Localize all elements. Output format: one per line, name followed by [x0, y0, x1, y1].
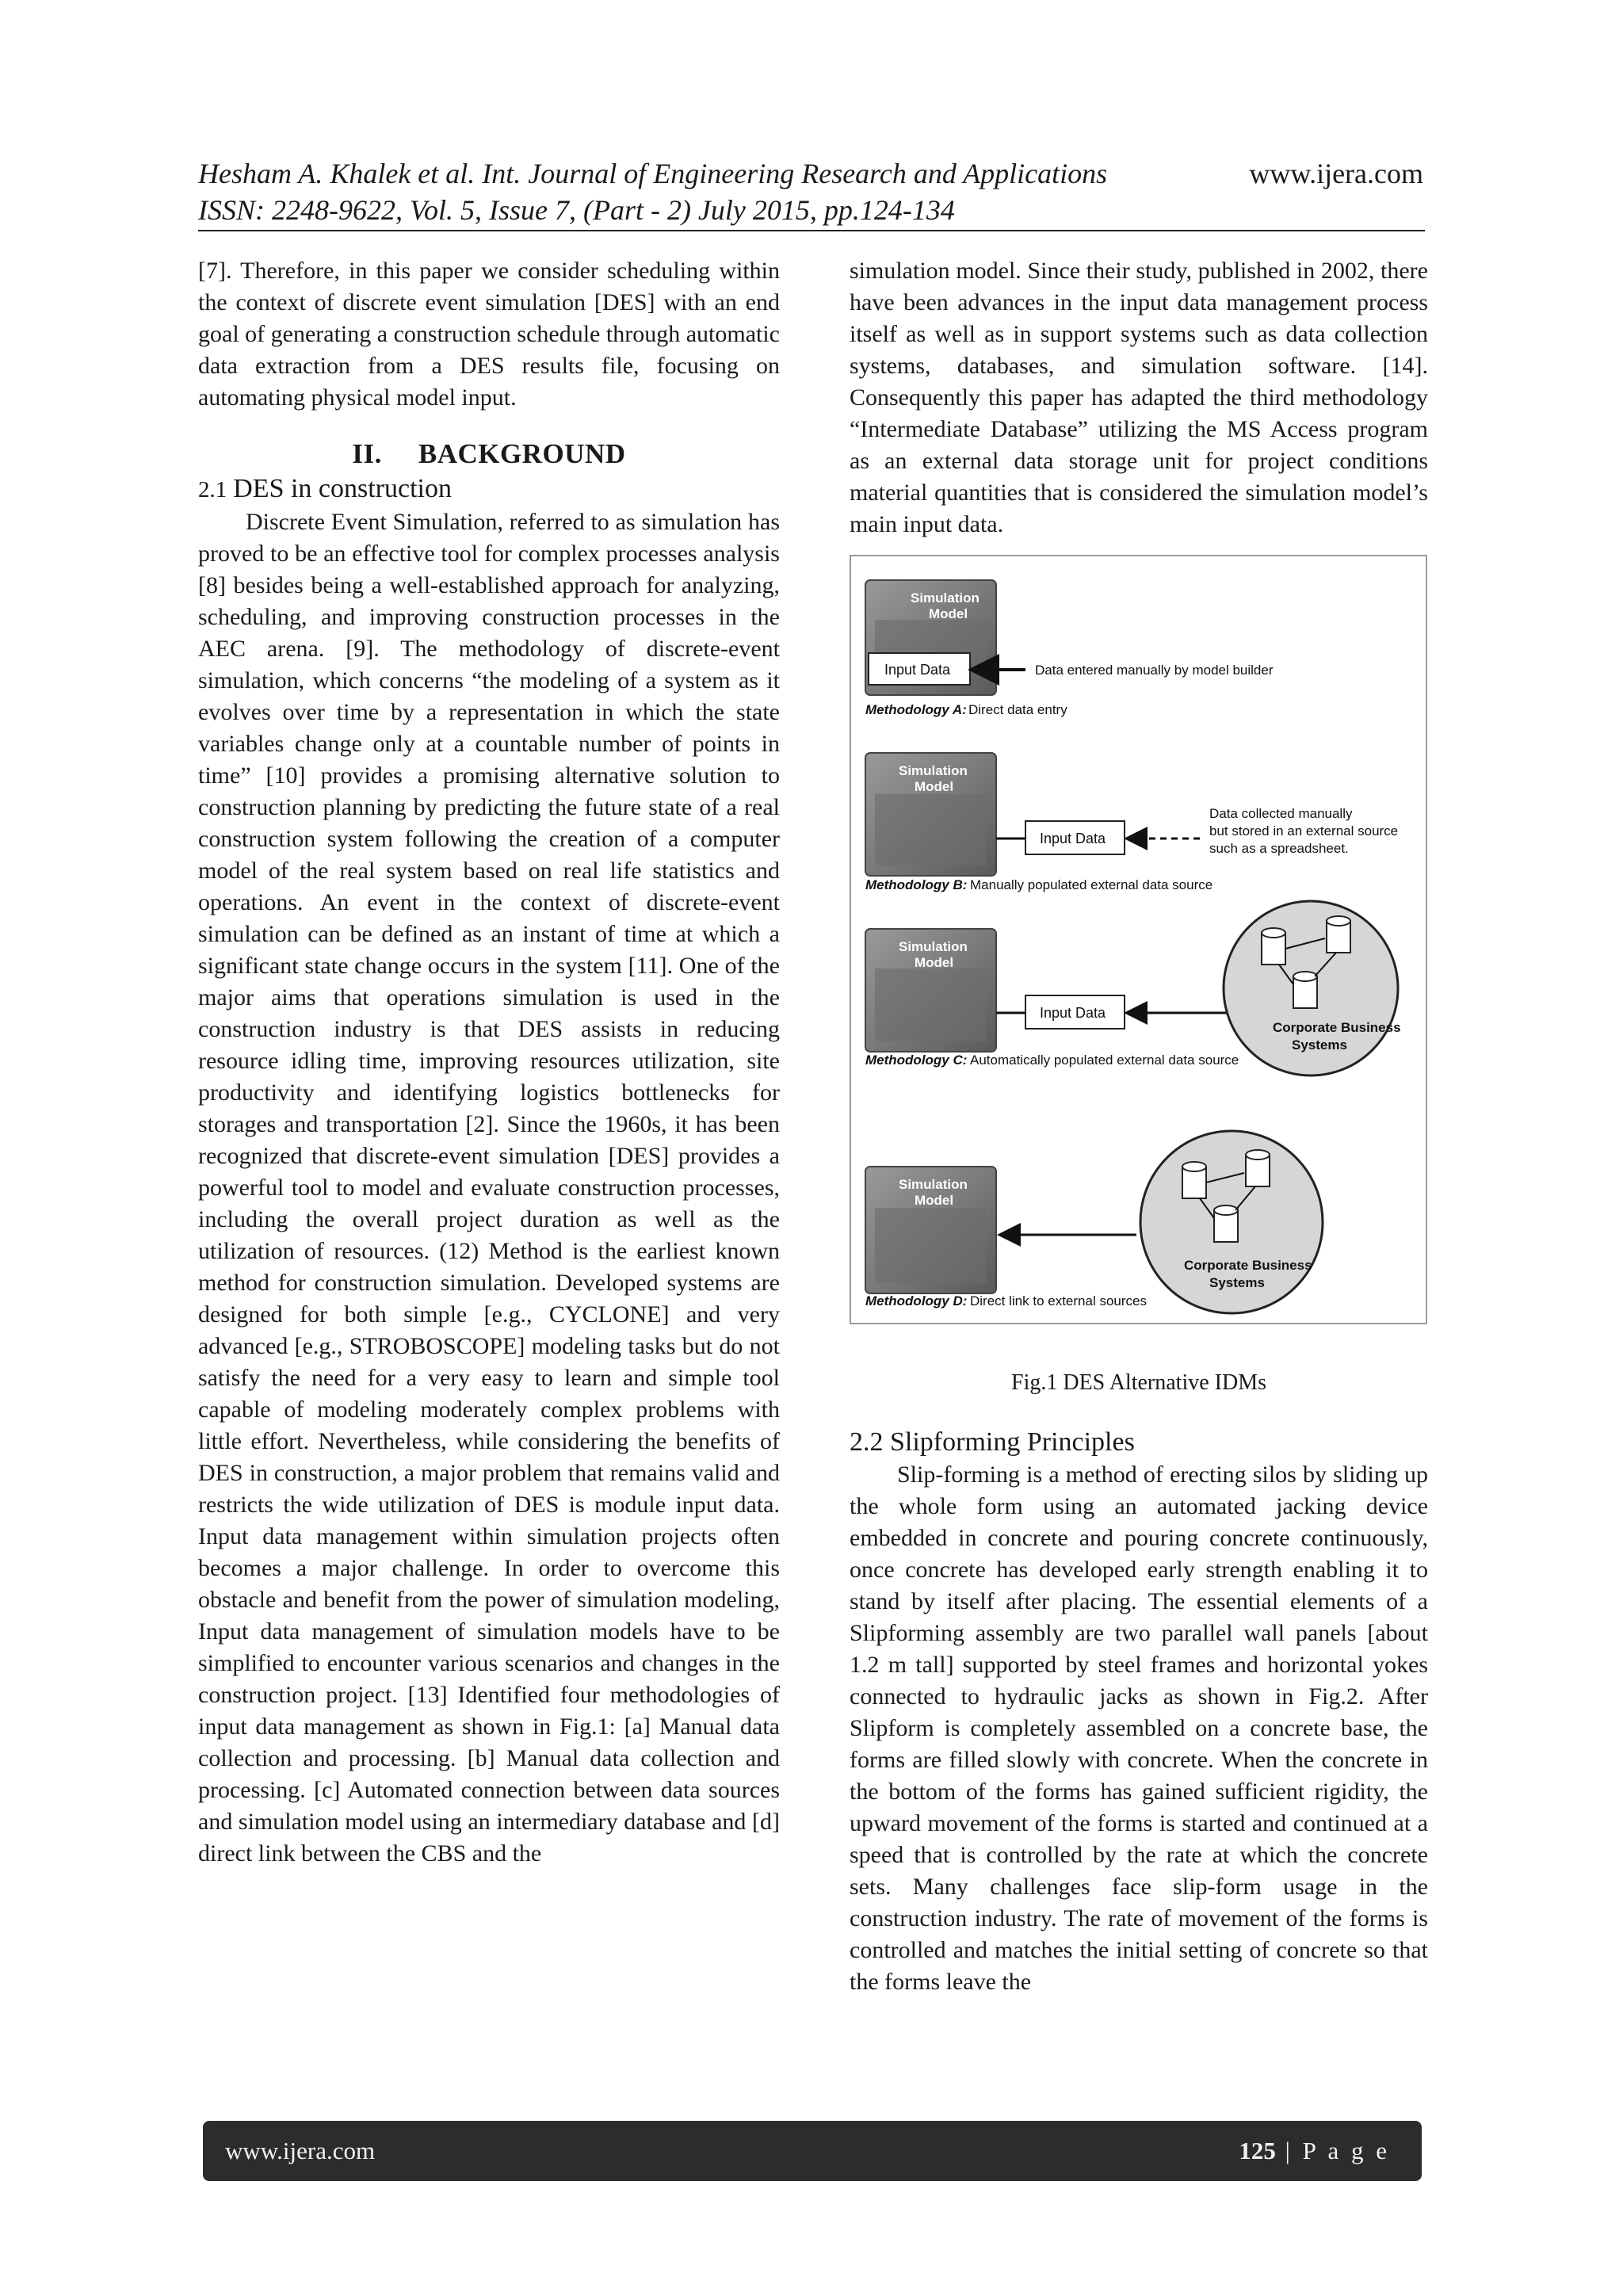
sim-label-1: Simulation	[899, 763, 968, 778]
subsection-number: 2.1	[198, 477, 227, 502]
database-cylinder-icon	[1293, 972, 1317, 1008]
methodology-d-desc: Direct link to external sources	[970, 1293, 1147, 1308]
methodology-a-panel	[865, 580, 1274, 717]
sim-label-1: Simulation	[899, 1177, 968, 1192]
input-data-label: Input Data	[884, 662, 951, 678]
subsection-heading-slipforming	[850, 1426, 1428, 1459]
methodology-c-desc: Automatically populated external data source	[970, 1052, 1239, 1068]
sim-label-2: Model	[915, 1193, 954, 1208]
section-heading-background	[198, 436, 780, 472]
section-title: BACKGROUND	[418, 438, 626, 469]
left-column	[198, 255, 780, 1870]
cbs-label-2: Systems	[1209, 1275, 1265, 1290]
cbs-label-2: Systems	[1292, 1037, 1347, 1052]
input-data-label: Input Data	[1040, 1005, 1106, 1021]
sim-label-2: Model	[929, 606, 968, 621]
methodology-a-note: Data entered manually by model builder	[1035, 663, 1274, 678]
methodology-a-desc: Direct data entry	[968, 702, 1067, 717]
right-column	[850, 255, 1428, 1998]
header-divider	[198, 230, 1425, 231]
sim-label-2: Model	[915, 955, 954, 970]
subsection-title: DES in construction	[233, 474, 453, 503]
figure-diagram	[851, 556, 1426, 1323]
subsection-heading-des	[198, 472, 780, 506]
right-paragraph-slipforming: Slip-forming is a method of erecting silos by sliding up the whole form using an automated jacking device embedded in concrete and pouring concrete continuously, once concrete has developed early strength enabling it to stand by itself after placing. The essential elements of a Slipforming assembly are two parallel wall panels [about 1.2 m tall] supported by steel frames and horizontal yokes connected to hydraulic jacks as shown in Fig.2. After Slipform is completely assembled on a concrete base, the forms are filled slowly with concrete. When the concrete in the bottom of the forms has gained sufficient rigidity, the upward movement of the forms is started and continued at a speed that is controlled by the rate at which the concrete sets. Many challenges face slip-form usage in the construction industry. The rate of movement of the forms is controlled and matches the initial setting of concrete so that the forms leave the	[850, 1461, 1428, 1995]
factory-image-icon	[875, 968, 986, 1041]
footer-url-link[interactable]: www.ijera.com	[225, 2137, 376, 2164]
header-issn-line: ISSN: 2248-9622, Vol. 5, Issue 7, (Part - 2) July 2015, pp.124-134	[198, 194, 955, 226]
database-cylinder-icon	[1246, 1150, 1270, 1186]
sim-label-1: Simulation	[911, 590, 980, 606]
page-footer	[203, 2121, 1422, 2181]
database-cylinder-icon	[1214, 1205, 1238, 1242]
methodology-b-note-2: but stored in an external source	[1209, 823, 1399, 839]
methodology-c-panel	[865, 901, 1401, 1075]
page-label: | P a g e	[1285, 2137, 1390, 2164]
subsection-number: 2.2	[850, 1427, 884, 1457]
methodology-b-desc: Manually populated external data source	[970, 877, 1213, 892]
header-url-link[interactable]: www.ijera.com	[1249, 158, 1423, 189]
methodology-b-note-1: Data collected manually	[1209, 806, 1353, 821]
subsection-title: Slipforming Principles	[890, 1427, 1135, 1457]
page-number-value: 125	[1239, 2137, 1276, 2164]
database-cylinder-icon	[1182, 1162, 1206, 1198]
methodology-b-label: Methodology B:	[865, 877, 968, 892]
sim-label-2: Model	[915, 779, 954, 794]
sim-label-1: Simulation	[899, 939, 968, 954]
left-paragraph-des: Discrete Event Simulation, referred to as simulation has proved to be an effective tool for complex processes analysis [8] besides being a well-established approach for analyzing, scheduling, and improving construction processes in the AEC arena. [9]. The methodology of discrete-event simulation, which concerns “the modeling of a system as it evolves over time by a representation in which the state variables change only at a countable number of points in time” [10] provides a promising alternative solution to construction planning by predicting the future state of a real construction system following the creation of a computer model of the real system based on real life statistics and operations. An event in the context of discrete-event simulation can be defined as an instant of time at which a significant state change occurs in the system [11]. One of the major aims that operations simulation is used in the construction industry is that DES assists in reducing resource idling time, improving resources utilization, site productivity and identifying logistics bottlenecks for storages and transportation [2]. Since the 1960s, it has been recognized that discrete-event simulation [DES] provides a powerful tool to model and evaluate construction processes, including the overall project duration as well as the utilization of resources. (12) Method is the earliest known method for construction simulation. Developed systems are designed for both simple [e.g., CYCLONE] and very advanced [e.g., STROBOSCOPE] modeling tasks but do not satisfy the need for a very easy to learn and simple tool capable of modeling moderately complex problems with little effort. Nevertheless, while considering the benefits of DES in construction, a major problem that remains valid and restricts the wide utilization of DES is module input data. Input data management within simulation projects often becomes a major challenge. In order to overcome this obstacle and benefit from the power of simulation modeling, Input data management of simulation models have to be simplified to encounter various scenarios and changes in the construction project. [13] Identified four methodologies of input data management as shown in Fig.1: [a] Manual data collection and processing. [b] Manual data collection and processing. [c] Automated connection between data sources and simulation model using an intermediary database and [d] direct link between the CBS and the	[198, 509, 780, 1866]
database-cylinder-icon	[1327, 916, 1350, 953]
methodology-b-panel	[865, 753, 1398, 892]
left-paragraph-intro: [7]. Therefore, in this paper we consider scheduling within the context of discrete event simulation [DES] with an end goal of generating a construction schedule through automatic data extraction from a DES results file, focusing on automating physical model input.	[198, 258, 780, 411]
figure-des-idms	[850, 555, 1427, 1324]
cbs-label-1: Corporate Business	[1273, 1020, 1401, 1035]
factory-image-icon	[875, 794, 986, 865]
input-data-label: Input Data	[1040, 831, 1106, 846]
header-journal-line: Hesham A. Khalek et al. Int. Journal of Engineering Research and Applications	[198, 158, 1108, 189]
methodology-d-label: Methodology D:	[865, 1293, 968, 1308]
figure-caption: Fig.1 DES Alternative IDMs	[1011, 1370, 1266, 1395]
running-header	[198, 155, 1228, 228]
methodology-a-label: Methodology A:	[865, 702, 967, 717]
page-number	[1239, 2121, 1390, 2181]
factory-image-icon	[875, 1208, 986, 1283]
methodology-c-label: Methodology C:	[865, 1052, 968, 1068]
database-cylinder-icon	[1262, 928, 1285, 965]
methodology-d-panel	[865, 1131, 1323, 1313]
cbs-label-1: Corporate Business	[1184, 1258, 1312, 1273]
methodology-b-note-3: such as a spreadsheet.	[1209, 841, 1349, 856]
section-number: II.	[352, 438, 382, 469]
right-paragraph-intro: simulation model. Since their study, published in 2002, there have been advances in the input data management process itself as well as in support systems such as data collection systems, databases, and simulation software. [14]. Consequently this paper has adapted the third methodology “Intermediate Database” utilizing the MS Access program as an external data storage unit for project conditions material quantities that is considered the simulation model’s main input data.	[850, 258, 1428, 537]
